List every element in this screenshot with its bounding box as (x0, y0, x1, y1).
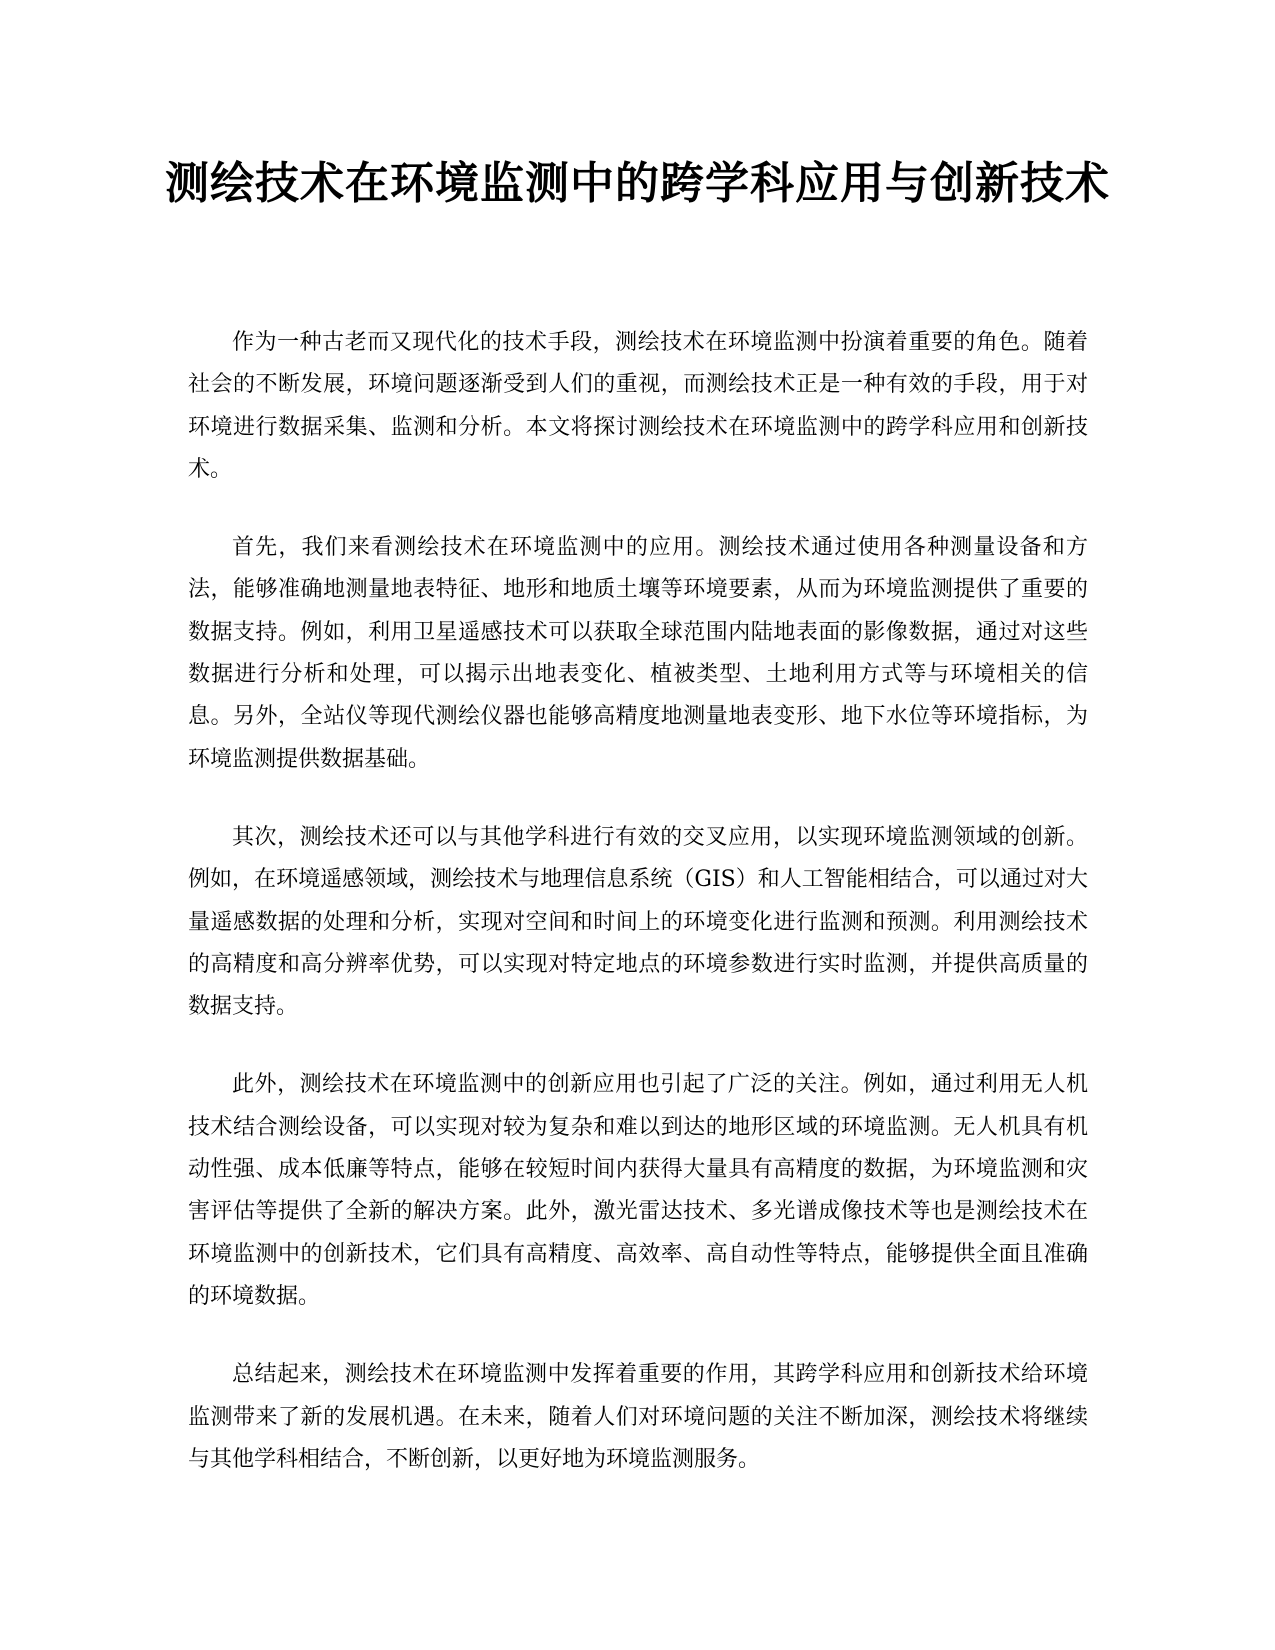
document-body (188, 322, 1088, 1517)
paragraph-interdisciplinary: 其次，测绘技术还可以与其他学科进行有效的交叉应用，以实现环境监测领域的创新。例如，在环境遥感领域，测绘技术与地理信息系统（GIS）和人工智能相结合，可以通过对大量遥感数据的处理和分析，实现对空间和时间上的环境变化进行监测和预测。利用测绘技术的高精度和高分辨率优势，可以实现对特定地点的环境参数进行实时监测，并提供高质量的数据支持。 (188, 824, 1088, 1020)
document-title: 测绘技术在环境监测中的跨学科应用与创新技术 (165, 158, 1110, 209)
paragraph-applications: 首先，我们来看测绘技术在环境监测中的应用。测绘技术通过使用各种测量设备和方法，能够准确地测量地表特征、地形和地质土壤等环境要素，从而为环境监测提供了重要的数据支持。例如，利用卫星遥感技术可以获取全球范围内陆地表面的影像数据，通过对这些数据进行分析和处理，可以揭示出地表变化、植被类型、土地利用方式等与环境相关的信息。另外，全站仪等现代测绘仪器也能够高精度地测量地表变形、地下水位等环境指标，为环境监测提供数据基础。 (188, 535, 1088, 772)
paragraph-conclusion: 总结起来，测绘技术在环境监测中发挥着重要的作用，其跨学科应用和创新技术给环境监测带来了新的发展机遇。在未来，随着人们对环境问题的关注不断加深，测绘技术将继续与其他学科相结合，不断创新，以更好地为环境监测服务。 (188, 1362, 1088, 1472)
paragraph-intro: 作为一种古老而又现代化的技术手段，测绘技术在环境监测中扮演着重要的角色。随着社会的不断发展，环境问题逐渐受到人们的重视，而测绘技术正是一种有效的手段，用于对环境进行数据采集、监测和分析。本文将探讨测绘技术在环境监测中的跨学科应用和创新技术。 (188, 330, 1088, 482)
paragraph-innovation: 此外，测绘技术在环境监测中的创新应用也引起了广泛的关注。例如，通过利用无人机技术结合测绘设备，可以实现对较为复杂和难以到达的地形区域的环境监测。无人机具有机动性强、成本低廉等特点，能够在较短时间内获得大量具有高精度的数据，为环境监测和灾害评估等提供了全新的解决方案。此外，激光雷达技术、多光谱成像技术等也是测绘技术在环境监测中的创新技术，它们具有高精度、高效率、高自动性等特点，能够提供全面且准确的环境数据。 (188, 1072, 1088, 1309)
